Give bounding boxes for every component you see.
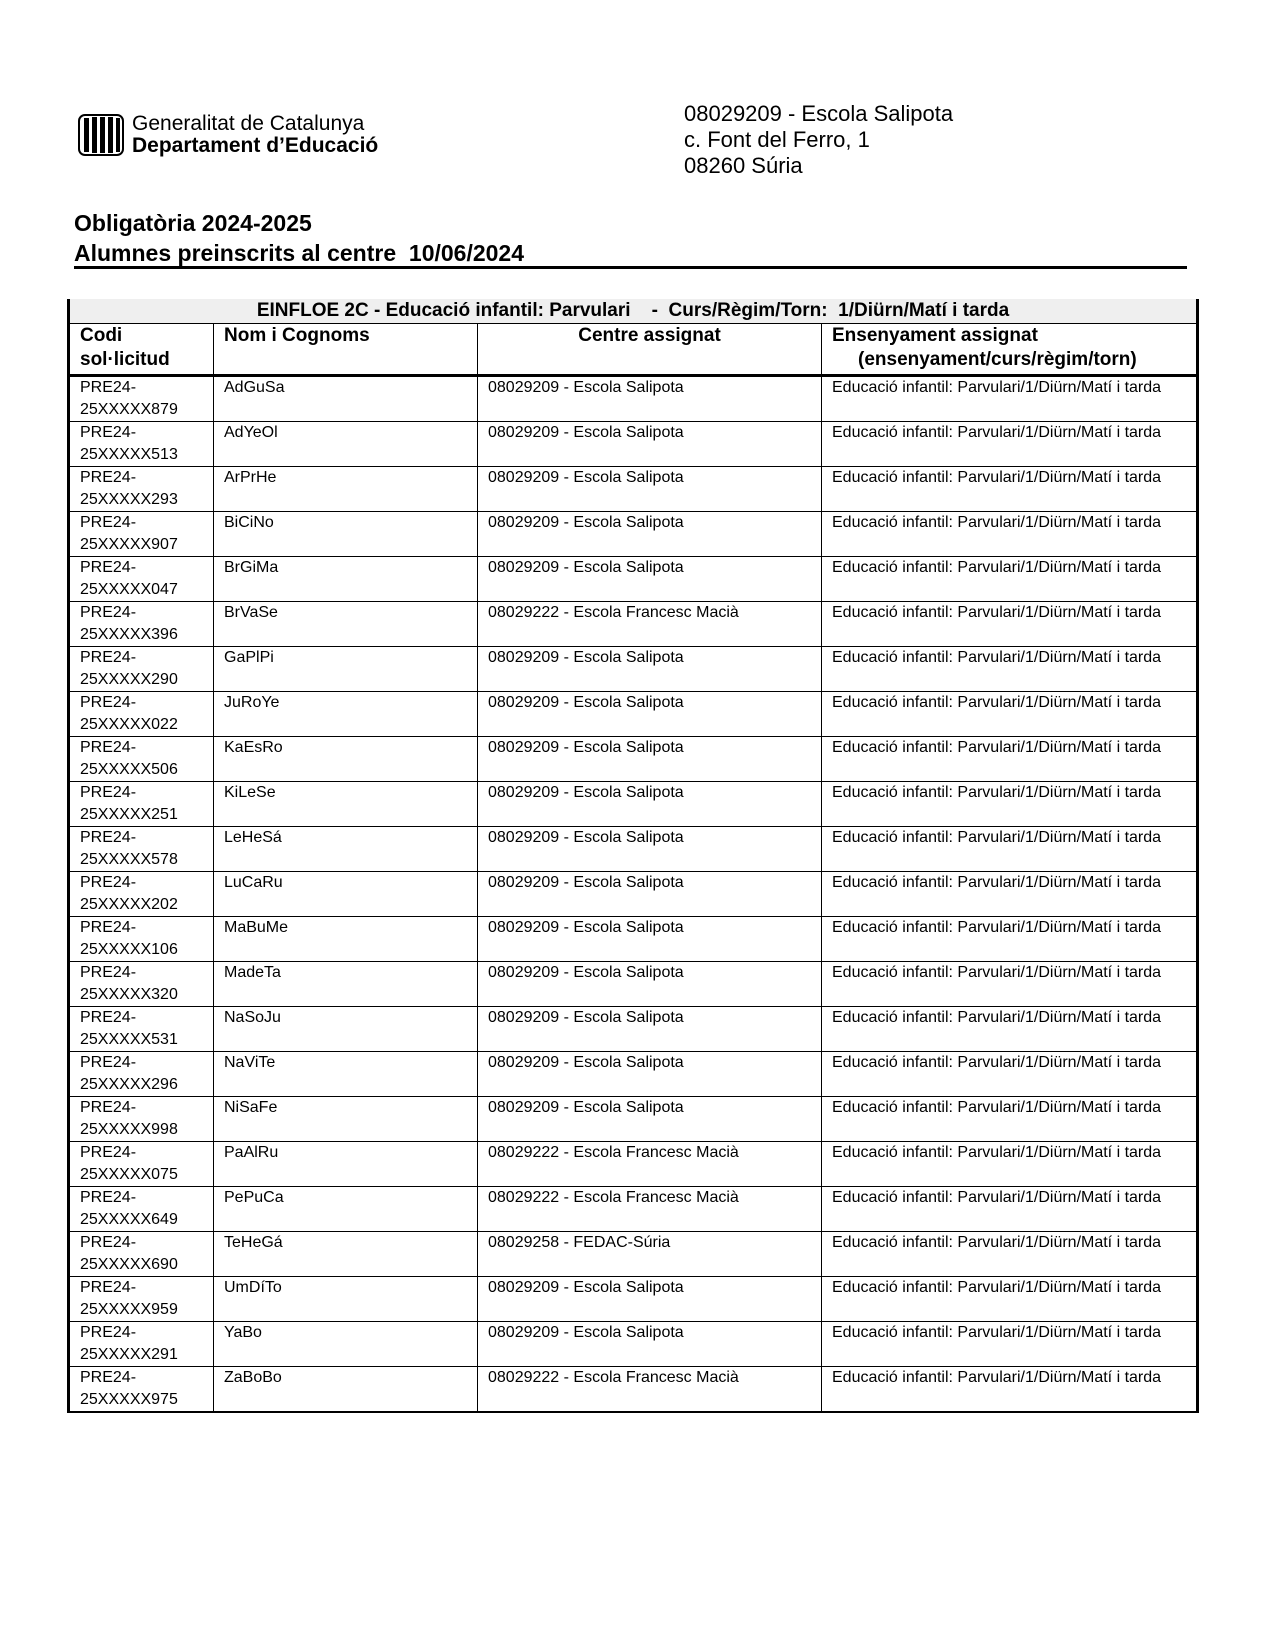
code-line-1: PRE24- xyxy=(80,1054,137,1071)
code-line-2: 25XXXXX959 xyxy=(80,1301,178,1318)
table-row xyxy=(69,1187,1198,1232)
cell-name: BiCiNo xyxy=(214,512,478,557)
cell-ensenyament: Educació infantil: Parvulari/1/Diürn/Matí i tarda xyxy=(822,1187,1198,1232)
code-line-2: 25XXXXX531 xyxy=(80,1031,178,1048)
code-line-2: 25XXXXX202 xyxy=(80,896,178,913)
table-row xyxy=(69,1007,1198,1052)
cell-ensenyament: Educació infantil: Parvulari/1/Diürn/Matí i tarda xyxy=(822,557,1198,602)
code-line-1: PRE24- xyxy=(80,379,137,396)
code-line-1: PRE24- xyxy=(80,694,137,711)
code-line-2: 25XXXXX506 xyxy=(80,761,178,778)
cell-code xyxy=(69,376,214,422)
cell-ensenyament: Educació infantil: Parvulari/1/Diürn/Matí i tarda xyxy=(822,962,1198,1007)
cell-centre: 08029209 - Escola Salipota xyxy=(478,1277,822,1322)
table-row xyxy=(69,647,1198,692)
cell-ensenyament: Educació infantil: Parvulari/1/Diürn/Matí i tarda xyxy=(822,467,1198,512)
cell-centre: 08029222 - Escola Francesc Macià xyxy=(478,1187,822,1232)
cell-code xyxy=(69,557,214,602)
code-line-1: PRE24- xyxy=(80,739,137,756)
cell-code xyxy=(69,1052,214,1097)
table-row xyxy=(69,872,1198,917)
title-line-1: Obligatòria 2024-2025 xyxy=(74,210,312,236)
cell-ensenyament: Educació infantil: Parvulari/1/Diürn/Matí i tarda xyxy=(822,1232,1198,1277)
cell-ensenyament: Educació infantil: Parvulari/1/Diürn/Matí i tarda xyxy=(822,512,1198,557)
code-line-2: 25XXXXX907 xyxy=(80,536,178,553)
cell-name: MaBuMe xyxy=(214,917,478,962)
cell-name: GaPlPi xyxy=(214,647,478,692)
code-line-2: 25XXXXX513 xyxy=(80,446,178,463)
cell-ensenyament: Educació infantil: Parvulari/1/Diürn/Matí i tarda xyxy=(822,1367,1198,1413)
cell-code xyxy=(69,782,214,827)
cell-code xyxy=(69,827,214,872)
cell-ensenyament: Educació infantil: Parvulari/1/Diürn/Matí i tarda xyxy=(822,1277,1198,1322)
code-line-1: PRE24- xyxy=(80,1369,137,1386)
school-city: 08260 Súria xyxy=(684,153,803,178)
code-line-2: 25XXXXX879 xyxy=(80,401,178,418)
cell-ensenyament: Educació infantil: Parvulari/1/Diürn/Matí i tarda xyxy=(822,422,1198,467)
cell-code xyxy=(69,1322,214,1367)
cell-code xyxy=(69,647,214,692)
cell-centre: 08029209 - Escola Salipota xyxy=(478,647,822,692)
code-line-1: PRE24- xyxy=(80,1144,137,1161)
table-row xyxy=(69,1142,1198,1187)
cell-ensenyament: Educació infantil: Parvulari/1/Diürn/Matí i tarda xyxy=(822,647,1198,692)
document-title xyxy=(74,208,524,268)
code-line-1: PRE24- xyxy=(80,514,137,531)
header-code-line-2: sol·licitud xyxy=(80,349,170,370)
cell-ensenyament: Educació infantil: Parvulari/1/Diürn/Matí i tarda xyxy=(822,1322,1198,1367)
school-name: 08029209 - Escola Salipota xyxy=(684,101,954,126)
table-row xyxy=(69,1367,1198,1413)
code-line-2: 25XXXXX290 xyxy=(80,671,178,688)
code-line-1: PRE24- xyxy=(80,469,137,486)
cell-ensenyament: Educació infantil: Parvulari/1/Diürn/Matí i tarda xyxy=(822,692,1198,737)
school-address xyxy=(684,101,953,179)
cell-name: MadeTa xyxy=(214,962,478,1007)
cell-name: PaAlRu xyxy=(214,1142,478,1187)
code-line-2: 25XXXXX975 xyxy=(80,1391,178,1408)
cell-centre: 08029209 - Escola Salipota xyxy=(478,1322,822,1367)
table-row xyxy=(69,467,1198,512)
cell-code xyxy=(69,962,214,1007)
code-line-1: PRE24- xyxy=(80,424,137,441)
cell-code xyxy=(69,1142,214,1187)
cell-code xyxy=(69,1007,214,1052)
school-street: c. Font del Ferro, 1 xyxy=(684,127,870,152)
table-row xyxy=(69,692,1198,737)
code-line-2: 25XXXXX320 xyxy=(80,986,178,1003)
cell-ensenyament: Educació infantil: Parvulari/1/Diürn/Matí i tarda xyxy=(822,782,1198,827)
header-ensenyament xyxy=(822,324,1198,376)
cell-centre: 08029209 - Escola Salipota xyxy=(478,737,822,782)
cell-code xyxy=(69,692,214,737)
cell-centre: 08029209 - Escola Salipota xyxy=(478,376,822,422)
cell-ensenyament: Educació infantil: Parvulari/1/Diürn/Matí i tarda xyxy=(822,917,1198,962)
cell-code xyxy=(69,1097,214,1142)
table-row xyxy=(69,782,1198,827)
code-line-2: 25XXXXX578 xyxy=(80,851,178,868)
table-row xyxy=(69,512,1198,557)
table-row xyxy=(69,827,1198,872)
cell-code xyxy=(69,872,214,917)
cell-centre: 08029258 - FEDAC-Súria xyxy=(478,1232,822,1277)
cell-centre: 08029209 - Escola Salipota xyxy=(478,872,822,917)
cell-centre: 08029222 - Escola Francesc Macià xyxy=(478,1142,822,1187)
cell-name: BrVaSe xyxy=(214,602,478,647)
logo-line-2: Departament d’Educació xyxy=(132,134,379,157)
code-line-1: PRE24- xyxy=(80,829,137,846)
cell-ensenyament: Educació infantil: Parvulari/1/Diürn/Matí i tarda xyxy=(822,1097,1198,1142)
cell-centre: 08029209 - Escola Salipota xyxy=(478,917,822,962)
cell-code xyxy=(69,512,214,557)
cell-centre: 08029209 - Escola Salipota xyxy=(478,692,822,737)
table-row xyxy=(69,1322,1198,1367)
cell-centre: 08029222 - Escola Francesc Macià xyxy=(478,1367,822,1413)
cell-name: NaViTe xyxy=(214,1052,478,1097)
cell-centre: 08029209 - Escola Salipota xyxy=(478,782,822,827)
header-name: Nom i Cognoms xyxy=(214,324,478,376)
cell-name: ZaBoBo xyxy=(214,1367,478,1413)
cell-name: JuRoYe xyxy=(214,692,478,737)
code-line-1: PRE24- xyxy=(80,649,137,666)
code-line-2: 25XXXXX296 xyxy=(80,1076,178,1093)
table-row xyxy=(69,917,1198,962)
cell-name: ArPrHe xyxy=(214,467,478,512)
table-row xyxy=(69,376,1198,422)
header-ens-line-1: Ensenyament assignat xyxy=(832,325,1038,346)
code-line-1: PRE24- xyxy=(80,604,137,621)
code-line-2: 25XXXXX649 xyxy=(80,1211,178,1228)
cell-name: PePuCa xyxy=(214,1187,478,1232)
cell-name: TeHeGá xyxy=(214,1232,478,1277)
cell-centre: 08029209 - Escola Salipota xyxy=(478,1052,822,1097)
cell-ensenyament: Educació infantil: Parvulari/1/Diürn/Matí i tarda xyxy=(822,602,1198,647)
code-line-2: 25XXXXX022 xyxy=(80,716,178,733)
title-line-2: Alumnes preinscrits al centre 10/06/2024 xyxy=(74,240,525,266)
cell-centre: 08029209 - Escola Salipota xyxy=(478,422,822,467)
code-line-1: PRE24- xyxy=(80,874,137,891)
code-line-2: 25XXXXX690 xyxy=(80,1256,178,1273)
cell-centre: 08029209 - Escola Salipota xyxy=(478,557,822,602)
code-line-2: 25XXXXX251 xyxy=(80,806,178,823)
code-line-2: 25XXXXX396 xyxy=(80,626,178,643)
cell-ensenyament: Educació infantil: Parvulari/1/Diürn/Matí i tarda xyxy=(822,827,1198,872)
header-centre: Centre assignat xyxy=(478,324,822,376)
title-divider xyxy=(74,266,1187,269)
table-row xyxy=(69,602,1198,647)
cell-centre: 08029209 - Escola Salipota xyxy=(478,827,822,872)
cell-name: YaBo xyxy=(214,1322,478,1367)
table-row xyxy=(69,422,1198,467)
code-line-1: PRE24- xyxy=(80,784,137,801)
cell-code xyxy=(69,1277,214,1322)
cell-code xyxy=(69,1187,214,1232)
cell-name: BrGiMa xyxy=(214,557,478,602)
cell-ensenyament: Educació infantil: Parvulari/1/Diürn/Matí i tarda xyxy=(822,1007,1198,1052)
cell-code xyxy=(69,602,214,647)
cell-name: AdGuSa xyxy=(214,376,478,422)
cell-name: AdYeOl xyxy=(214,422,478,467)
code-line-1: PRE24- xyxy=(80,1099,137,1116)
cell-ensenyament: Educació infantil: Parvulari/1/Diürn/Matí i tarda xyxy=(822,737,1198,782)
cell-ensenyament: Educació infantil: Parvulari/1/Diürn/Matí i tarda xyxy=(822,1052,1198,1097)
code-line-1: PRE24- xyxy=(80,1279,137,1296)
cell-ensenyament: Educació infantil: Parvulari/1/Diürn/Matí i tarda xyxy=(822,376,1198,422)
cell-code xyxy=(69,917,214,962)
cell-code xyxy=(69,467,214,512)
cell-centre: 08029209 - Escola Salipota xyxy=(478,512,822,557)
cell-centre: 08029209 - Escola Salipota xyxy=(478,1097,822,1142)
students-table xyxy=(67,299,1199,1413)
table-row xyxy=(69,1232,1198,1277)
cell-name: KiLeSe xyxy=(214,782,478,827)
code-line-1: PRE24- xyxy=(80,1009,137,1026)
header-ens-line-2: (ensenyament/curs/règim/torn) xyxy=(858,349,1137,370)
cell-name: LeHeSá xyxy=(214,827,478,872)
code-line-1: PRE24- xyxy=(80,1324,137,1341)
code-line-1: PRE24- xyxy=(80,919,137,936)
code-line-2: 25XXXXX075 xyxy=(80,1166,178,1183)
code-line-2: 25XXXXX293 xyxy=(80,491,178,508)
code-line-1: PRE24- xyxy=(80,1189,137,1206)
cell-centre: 08029209 - Escola Salipota xyxy=(478,467,822,512)
table-row xyxy=(69,1052,1198,1097)
code-line-2: 25XXXXX998 xyxy=(80,1121,178,1138)
cell-centre: 08029209 - Escola Salipota xyxy=(478,962,822,1007)
code-line-2: 25XXXXX047 xyxy=(80,581,178,598)
generalitat-logo xyxy=(78,112,378,158)
cell-name: NaSoJu xyxy=(214,1007,478,1052)
code-line-2: 25XXXXX291 xyxy=(80,1346,178,1363)
cell-code xyxy=(69,422,214,467)
header-code xyxy=(69,324,214,376)
table-row xyxy=(69,557,1198,602)
table-row xyxy=(69,1097,1198,1142)
cell-code xyxy=(69,1367,214,1413)
cell-code xyxy=(69,737,214,782)
cell-name: UmDíTo xyxy=(214,1277,478,1322)
table-row xyxy=(69,1277,1198,1322)
cell-name: NiSaFe xyxy=(214,1097,478,1142)
cell-code xyxy=(69,1232,214,1277)
table-row xyxy=(69,737,1198,782)
header-code-line-1: Codi xyxy=(80,325,123,346)
cell-centre: 08029222 - Escola Francesc Macià xyxy=(478,602,822,647)
cell-centre: 08029209 - Escola Salipota xyxy=(478,1007,822,1052)
code-line-1: PRE24- xyxy=(80,559,137,576)
cell-name: LuCaRu xyxy=(214,872,478,917)
cell-ensenyament: Educació infantil: Parvulari/1/Diürn/Matí i tarda xyxy=(822,1142,1198,1187)
code-line-2: 25XXXXX106 xyxy=(80,941,178,958)
table-row xyxy=(69,962,1198,1007)
cell-ensenyament: Educació infantil: Parvulari/1/Diürn/Matí i tarda xyxy=(822,872,1198,917)
generalitat-emblem-icon xyxy=(78,112,124,158)
logo-line-1: Generalitat de Catalunya xyxy=(132,112,365,135)
group-header: EINFLOE 2C - Educació infantil: Parvulari - Curs/Règim/Torn: 1/Diürn/Matí i tarda xyxy=(69,299,1198,324)
code-line-1: PRE24- xyxy=(80,964,137,981)
code-line-1: PRE24- xyxy=(80,1234,137,1251)
cell-name: KaEsRo xyxy=(214,737,478,782)
